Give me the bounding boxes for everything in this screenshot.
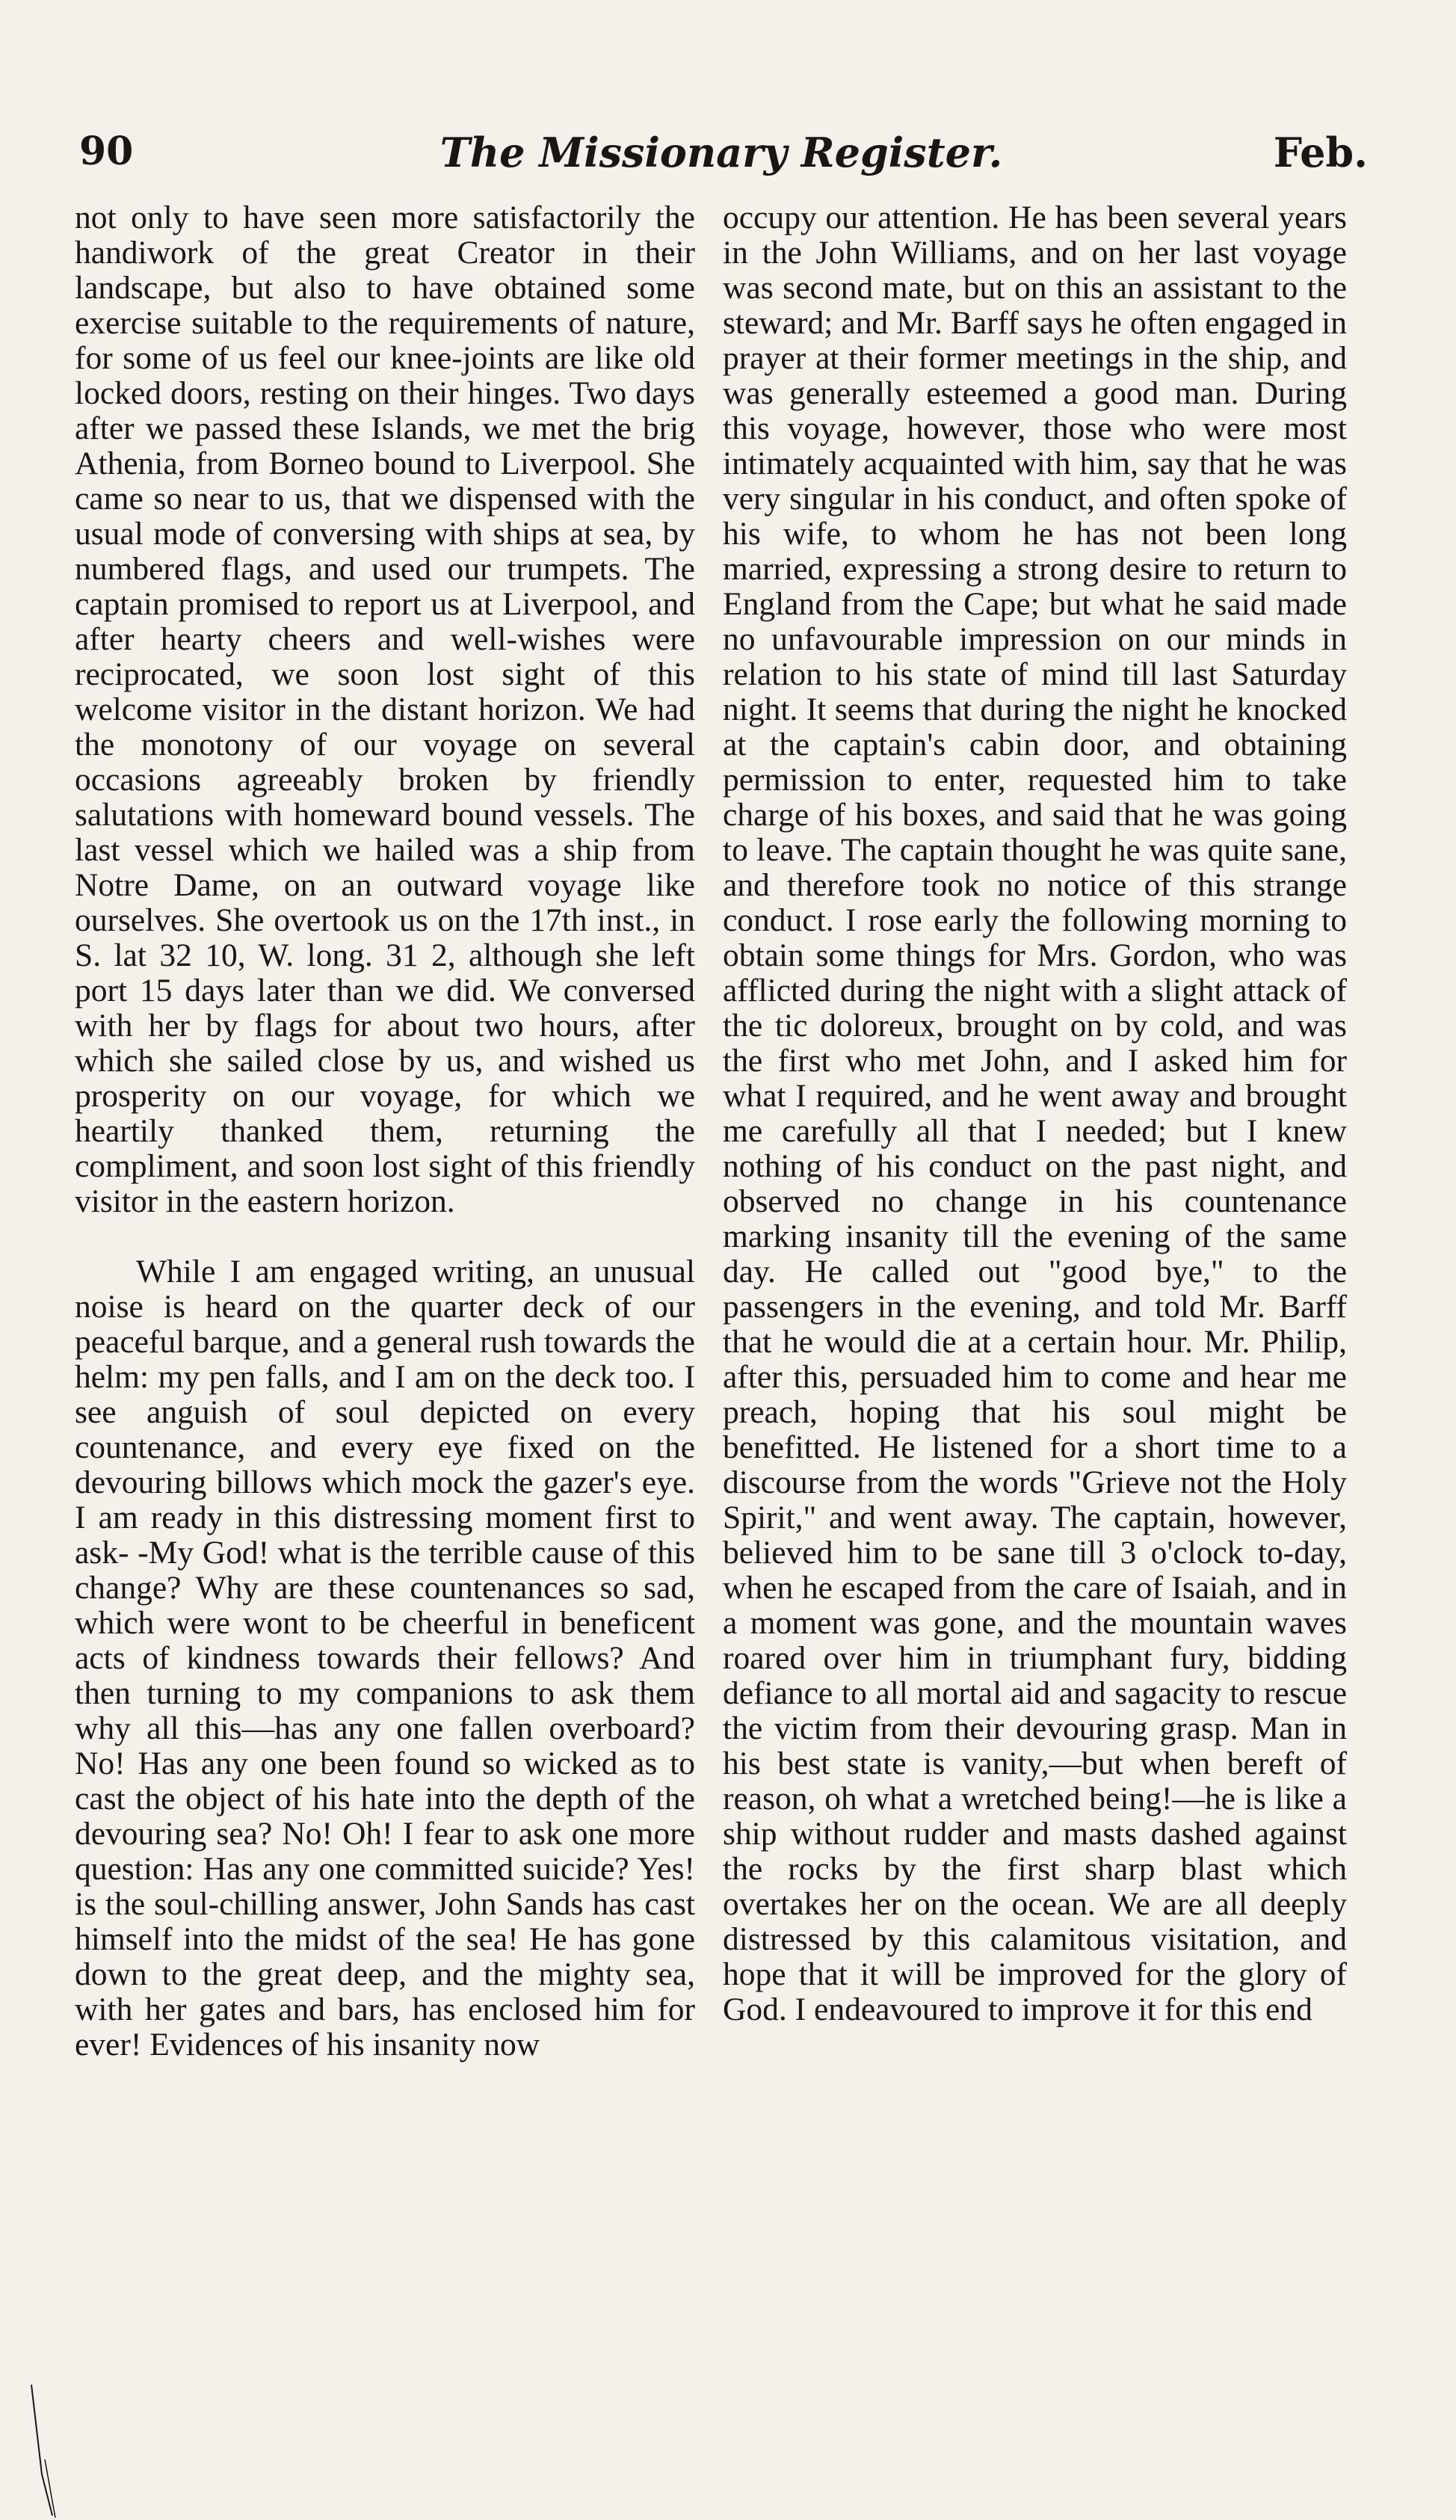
running-header xyxy=(75,129,1368,181)
margin-pen-mark xyxy=(22,2385,67,2519)
page-number: 90 xyxy=(79,129,134,174)
running-month: Feb. xyxy=(1273,129,1368,176)
left-column xyxy=(75,200,695,2062)
running-title: The Missionary Register. xyxy=(439,129,1003,176)
right-column xyxy=(723,200,1347,2027)
right-paragraph-1: occupy our attention. He has been several years in the John Williams, and on her last voyage was second mate, but on this an assistant to the steward; and Mr. Barff says he often engaged in prayer at their former meetings in the ship, and was generally esteemed a good man. During this voyage, however, those who were most intimately acquainted with him, say that he was very singular in his conduct, and often spoke of his wife, to whom he has not been long married, expressing a strong desire to return to England from the Cape; but what he said made no unfavourable impression on our minds in relation to his state of mind till last Saturday night. It seems that during the night he knocked at the captain's cabin door, and obtaining permission to enter, requested him to take charge of his boxes, and said that he was going to leave. The captain thought he was quite sane, and therefore took no notice of this strange conduct. I rose early the following morning to obtain some things for Mrs. Gordon, who was afflicted during the night with a slight attack of the tic doloreux, brought on by cold, and was the first who met John, and I asked him for what I required, and he went away and brought me carefully all that I needed; but I knew nothing of his conduct on the past night, and observed no change in his countenance marking insanity till the evening of the same day. He called out "good bye," to the passengers in the evening, and told Mr. Barff that he would die at a certain hour. Mr. Philip, after this, persuaded him to come and hear me preach, hoping that his soul might be benefitted. He listened for a short time to a discourse from the words "Grieve not the Holy Spirit," and went away. The captain, however, believed him to be sane till 3 o'clock to-day, when he escaped from the care of Isaiah, and in a moment was gone, and the mountain waves roared over him in triumphant fury, bidding defiance to all mortal aid and sagacity to rescue the victim from their devouring grasp. Man in his best state is vanity,—but when bereft of reason, oh what a wretched being!—he is like a ship without rudder and masts dashed against the rocks by the first sharp blast which overtakes her on the ocean. We are all deeply distressed by this calamitous visitation, and hope that it will be improved for the glory of God. I endeavoured to improve it for this end xyxy=(723,200,1347,2027)
column-divider xyxy=(706,200,707,2465)
paragraph-gap xyxy=(75,1219,695,1254)
left-paragraph-1: not only to have seen more satisfactorily the handiwork of the great Creator in their landscape, but also to have obtained some exercise suitable to the requirements of nature, for some of us feel our knee-joints are like old locked doors, resting on their hinges. Two days after we passed these Islands, we met the brig Athenia, from Borneo bound to Liverpool. She came so near to us, that we dispensed with the usual mode of conversing with ships at sea, by numbered flags, and used our trumpets. The captain promised to report us at Liverpool, and after hearty cheers and well-wishes were reciprocated, we soon lost sight of this welcome visitor in the distant horizon. We had the monotony of our voyage on several occasions agreeably broken by friendly salutations with homeward bound vessels. The last vessel which we hailed was a ship from Notre Dame, on an outward voyage like ourselves. She overtook us on the 17th inst., in S. lat 32 10, W. long. 31 2, although she left port 15 days later than we did. We conversed with her by flags for about two hours, after which she sailed close by us, and wished us prosperity on our voyage, for which we heartily thanked them, returning the compliment, and soon lost sight of this friendly visitor in the eastern horizon. xyxy=(75,200,695,1219)
left-paragraph-2: While I am engaged writing, an unusual noise is heard on the quarter deck of our peaceful barque, and a general rush towards the helm: my pen falls, and I am on the deck too. I see anguish of soul depicted on every countenance, and every eye fixed on the devouring billows which mock the gazer's eye. I am ready in this distressing moment first to ask- -My God! what is the terrible cause of this change? Why are these countenances so sad, which were wont to be cheerful in beneficent acts of kindness towards their fellows? And then turning to my companions to ask them why all this—has any one fallen overboard? No! Has any one been found so wicked as to cast the object of his hate into the depth of the devouring sea? No! Oh! I fear to ask one more question: Has any one committed suicide? Yes! is the soul-chilling answer, John Sands has cast himself into the midst of the sea! He has gone down to the great deep, and the mighty sea, with her gates and bars, has enclosed him for ever! Evidences of his insanity now xyxy=(75,1254,695,2062)
